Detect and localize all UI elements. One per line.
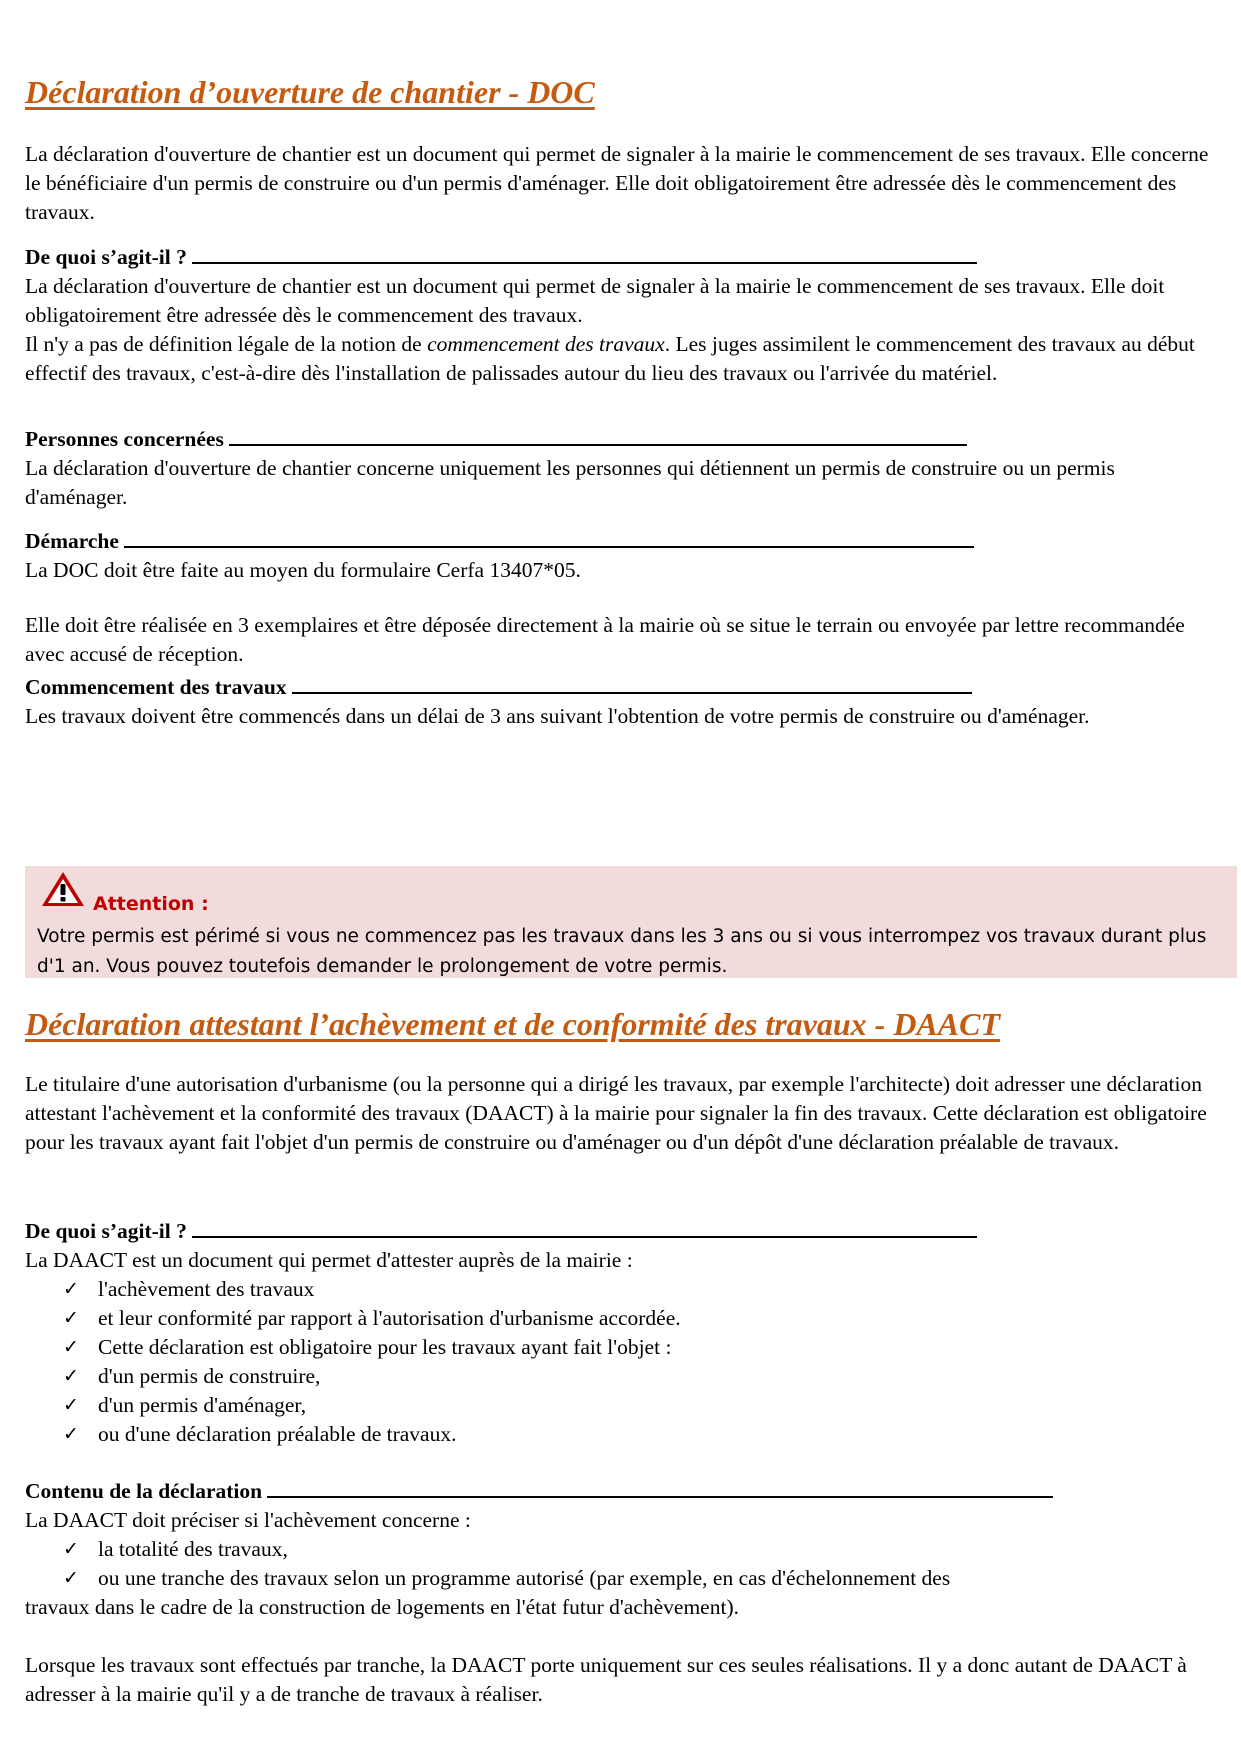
checkmark-icon: ✓ [63, 1538, 79, 1560]
list-item [63, 1564, 1220, 1593]
heading-rule [267, 1476, 1053, 1498]
italic-term: commencement des travaux [427, 332, 665, 356]
list-item [63, 1535, 1220, 1564]
heading-rule [192, 1216, 977, 1238]
check-list [25, 1275, 1220, 1449]
paragraph: La DAACT doit préciser si l'achèvement concerne : [25, 1508, 471, 1532]
heading-rule [192, 242, 977, 264]
daact-section-what [25, 1216, 1220, 1449]
doc-section-demarche [25, 526, 1220, 669]
warning-icon [37, 866, 89, 910]
paragraph: travaux dans le cadre de la construction de logements en l'état futur d'achèvement). [25, 1595, 739, 1619]
section-heading: Commencement des travaux [25, 675, 287, 699]
checkmark-icon: ✓ [63, 1567, 79, 1589]
list-item-text: ou une tranche des travaux selon un programme autorisé (par exemple, en cas d'échelonnement des [98, 1566, 951, 1590]
paragraph: Lorsque les travaux sont effectués par tranche, la DAACT porte uniquement sur ces seules réalisations. Il y a donc autant de DAACT à adresser à la mairie qu'il y a de tranche de travaux à réaliser. [25, 1653, 1187, 1706]
paragraph: Elle doit être réalisée en 3 exemplaires et être déposée directement à la mairie où se situe le terrain ou envoyée par lettre recommandée avec accusé de réception. [25, 613, 1185, 666]
section-heading: Contenu de la déclaration [25, 1479, 263, 1503]
doc-section-commencement [25, 672, 1220, 731]
heading-rule [124, 526, 974, 548]
list-item [63, 1275, 1220, 1304]
attention-label: Attention : [93, 893, 209, 915]
heading-rule [229, 424, 967, 446]
paragraph: La déclaration d'ouverture de chantier concerne uniquement les personnes qui détiennent un permis de construire ou un permis d'aménager. [25, 456, 1115, 509]
attention-text: Votre permis est périmé si vous ne commencez pas les travaux dans les 3 ans ou si vous interrompez vos travaux durant plus d'1 an. Vous pouvez toutefois demander le prolongement de votre permis. [37, 926, 1207, 977]
checkmark-icon: ✓ [63, 1336, 79, 1358]
heading-rule [292, 672, 972, 694]
daact-section-contenu [25, 1476, 1220, 1709]
checkmark-icon: ✓ [63, 1394, 79, 1416]
list-item-text: Cette déclaration est obligatoire pour les travaux ayant fait l'objet : [98, 1335, 672, 1359]
checkmark-icon: ✓ [63, 1365, 79, 1387]
daact-intro: Le titulaire d'une autorisation d'urbanisme (ou la personne qui a dirigé les travaux, par exemple l'architecte) doit adresser une déclaration attestant l'achèvement et la conformité des travaux (DAACT) à la mairie pour signaler la fin des travaux. Cette déclaration est obligatoire pour les travaux ayant fait l'objet d'un permis de construire ou d'aménager ou d'un dépôt d'une déclaration préalable de travaux. [25, 1072, 1207, 1154]
list-item-text: ou d'une déclaration préalable de travaux. [98, 1422, 457, 1446]
paragraph [25, 330, 1220, 388]
list-item [63, 1304, 1220, 1333]
list-item [63, 1391, 1220, 1420]
list-item [63, 1420, 1220, 1449]
check-list [25, 1535, 1220, 1593]
list-item [63, 1333, 1220, 1362]
section-heading: De quoi s’agit-il ? [25, 245, 187, 269]
list-item-text: et leur conformité par rapport à l'autorisation d'urbanisme accordée. [98, 1306, 681, 1330]
checkmark-icon: ✓ [63, 1423, 79, 1445]
paragraph: La DAACT est un document qui permet d'attester auprès de la mairie : [25, 1248, 633, 1272]
doc-section-what [25, 242, 1220, 388]
checkmark-icon: ✓ [63, 1278, 79, 1300]
checkmark-icon: ✓ [63, 1307, 79, 1329]
paragraph: La déclaration d'ouverture de chantier est un document qui permet de signaler à la mairie le commencement de ses travaux. Elle doit obligatoirement être adressée dès le commencement des travaux. [25, 274, 1165, 327]
paragraph: La DOC doit être faite au moyen du formulaire Cerfa 13407*05. [25, 558, 581, 582]
daact-title: Déclaration attestant l’achèvement et de conformité des travaux - DAACT [25, 1006, 1001, 1042]
section-heading: De quoi s’agit-il ? [25, 1219, 187, 1243]
list-item-text: d'un permis d'aménager, [98, 1393, 307, 1417]
section-heading: Démarche [25, 529, 119, 553]
list-item-text: la totalité des travaux, [98, 1537, 288, 1561]
doc-title: Déclaration d’ouverture de chantier - DOC [25, 74, 595, 110]
doc-intro: La déclaration d'ouverture de chantier est un document qui permet de signaler à la mairie le commencement de ses travaux. Elle concerne le bénéficiaire d'un permis de construire ou d'un permis d'aménager. Elle doit obligatoirement être adressée dès le commencement des travaux. [25, 142, 1209, 224]
doc-section-persons [25, 424, 1220, 512]
text-run: Il n'y a pas de définition légale de la notion de [25, 332, 422, 356]
section-heading: Personnes concernées [25, 427, 224, 451]
attention-box [25, 866, 1237, 978]
list-item-text: d'un permis de construire, [98, 1364, 321, 1388]
list-item-text: l'achèvement des travaux [98, 1277, 315, 1301]
paragraph: Les travaux doivent être commencés dans un délai de 3 ans suivant l'obtention de votre permis de construire ou d'aménager. [25, 704, 1090, 728]
text-run: . Les juges assimilent le commencement des travaux au début effectif des travaux, c'est-à-dire dès l'installation de palissades autour du lieu des travaux ou l'arrivée du matériel. [25, 332, 1195, 385]
list-item [63, 1362, 1220, 1391]
